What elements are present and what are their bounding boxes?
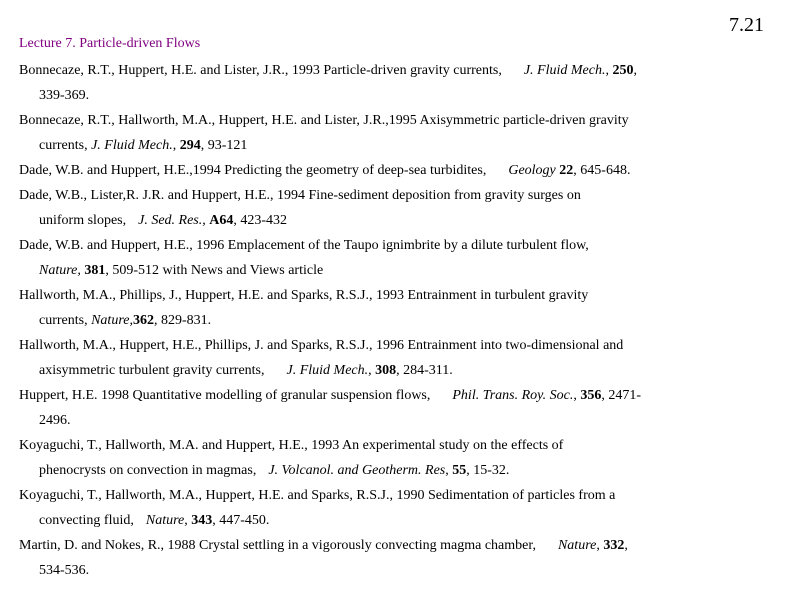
ref-journal: Geology: [508, 163, 556, 178]
ref-volume: 356: [580, 388, 602, 403]
reference-item: [19, 58, 637, 108]
ref-journal: Nature: [145, 513, 185, 528]
reference-item: [19, 533, 628, 583]
ref-volume: 250: [612, 63, 634, 78]
reference-item: [19, 383, 641, 433]
ref-pages: , 423-432: [233, 213, 288, 228]
ref-volume: 332: [603, 538, 625, 553]
ref-sep: ,: [596, 538, 604, 553]
ref-volume: 343: [191, 513, 213, 528]
ref-continuation: phenocrysts on convection in magmas,: [39, 463, 257, 478]
ref-pages: , 509-512 with News and Views article: [105, 263, 324, 278]
ref-pages: ,: [624, 538, 628, 553]
ref-continuation: 339-369.: [39, 88, 90, 103]
ref-continuation: axisymmetric turbulent gravity currents,: [39, 363, 265, 378]
ref-journal: J. Sed. Res.: [138, 213, 203, 228]
ref-pages: , 829-831.: [153, 313, 212, 328]
ref-authors: Dade, W.B. and Huppert, H.E., 1996 Emplacement of the Taupo ignimbrite by a dilute turbulent flow,: [19, 238, 589, 253]
ref-authors: Bonnecaze, R.T., Hallworth, M.A., Huppert, H.E. and Lister, J.R.,1995 Axisymmetric particle-driven gravity: [19, 113, 629, 128]
ref-authors: Hallworth, M.A., Huppert, H.E., Phillips, J. and Sparks, R.S.J., 1996 Entrainment into two-dimensional and: [19, 338, 624, 353]
ref-pages: , 2471-: [601, 388, 641, 403]
ref-journal: Nature,: [91, 313, 133, 328]
ref-continuation: currents,: [39, 138, 92, 153]
reference-item: [19, 183, 581, 233]
lecture-heading: Lecture 7. Particle-driven Flows: [19, 36, 201, 51]
ref-sep: ,: [573, 388, 581, 403]
ref-authors: Martin, D. and Nokes, R., 1988 Crystal settling in a vigorously convecting magma chamber,: [19, 538, 536, 553]
ref-authors: Koyaguchi, T., Hallworth, M.A. and Huppert, H.E., 1993 An experimental study on the effects of: [19, 438, 564, 453]
ref-volume: A64: [209, 213, 234, 228]
reference-item: [19, 158, 630, 183]
reference-item: [19, 333, 623, 383]
ref-volume: 381: [84, 263, 106, 278]
ref-continuation: 534-536.: [39, 563, 90, 578]
reference-item: [19, 108, 629, 158]
ref-sep: ,: [445, 463, 453, 478]
reference-item: [19, 483, 615, 533]
ref-sep: ,: [202, 213, 210, 228]
ref-pages: , 447-450.: [212, 513, 270, 528]
ref-sep: ,: [368, 363, 376, 378]
ref-volume: 55: [452, 463, 467, 478]
ref-authors: Dade, W.B., Lister,R. J.R. and Huppert, H.E., 1994 Fine-sediment deposition from gravity surges on: [19, 188, 581, 203]
ref-pages: , 645-648.: [573, 163, 631, 178]
ref-volume: 294: [179, 138, 201, 153]
ref-authors: Koyaguchi, T., Hallworth, M.A., Huppert, H.E. and Sparks, R.S.J., 1990 Sedimentation of particles from a: [19, 488, 616, 503]
ref-continuation: uniform slopes,: [39, 213, 127, 228]
ref-sep: ,: [172, 138, 180, 153]
reference-item: [19, 433, 563, 483]
ref-journal: J. Fluid Mech.: [286, 363, 369, 378]
ref-sep: ,: [184, 513, 192, 528]
ref-sep: ,: [605, 63, 613, 78]
ref-authors: Hallworth, M.A., Phillips, J., Huppert, H.E. and Sparks, R.S.J., 1993 Entrainment in turbulent gravity: [19, 288, 589, 303]
ref-journal: J. Fluid Mech.: [523, 63, 606, 78]
ref-authors: Dade, W.B. and Huppert, H.E.,1994 Predicting the geometry of deep-sea turbidites,: [19, 163, 487, 178]
ref-pages: , 15-32.: [466, 463, 510, 478]
ref-journal: Nature,: [39, 263, 81, 278]
reference-item: [19, 283, 588, 333]
ref-journal: J. Fluid Mech.: [91, 138, 173, 153]
ref-authors: Bonnecaze, R.T., Huppert, H.E. and Lister, J.R., 1993 Particle-driven gravity currents,: [19, 63, 502, 78]
ref-continuation: convecting fluid,: [39, 513, 134, 528]
ref-pages: ,: [633, 63, 637, 78]
ref-authors: Huppert, H.E. 1998 Quantitative modelling of granular suspension flows,: [19, 388, 431, 403]
ref-journal: Phil. Trans. Roy. Soc.: [452, 388, 574, 403]
ref-pages: , 93-121: [200, 138, 248, 153]
ref-volume: 308: [375, 363, 397, 378]
ref-volume: 362: [132, 313, 154, 328]
ref-continuation: 2496.: [39, 413, 71, 428]
ref-journal: J. Volcanol. and Geotherm. Res: [268, 463, 446, 478]
ref-journal: Nature: [557, 538, 597, 553]
slide-number: 7.21: [729, 14, 764, 36]
ref-continuation: currents,: [39, 313, 92, 328]
ref-pages: , 284-311.: [396, 363, 453, 378]
reference-item: [19, 233, 589, 283]
ref-volume: 22: [559, 163, 574, 178]
